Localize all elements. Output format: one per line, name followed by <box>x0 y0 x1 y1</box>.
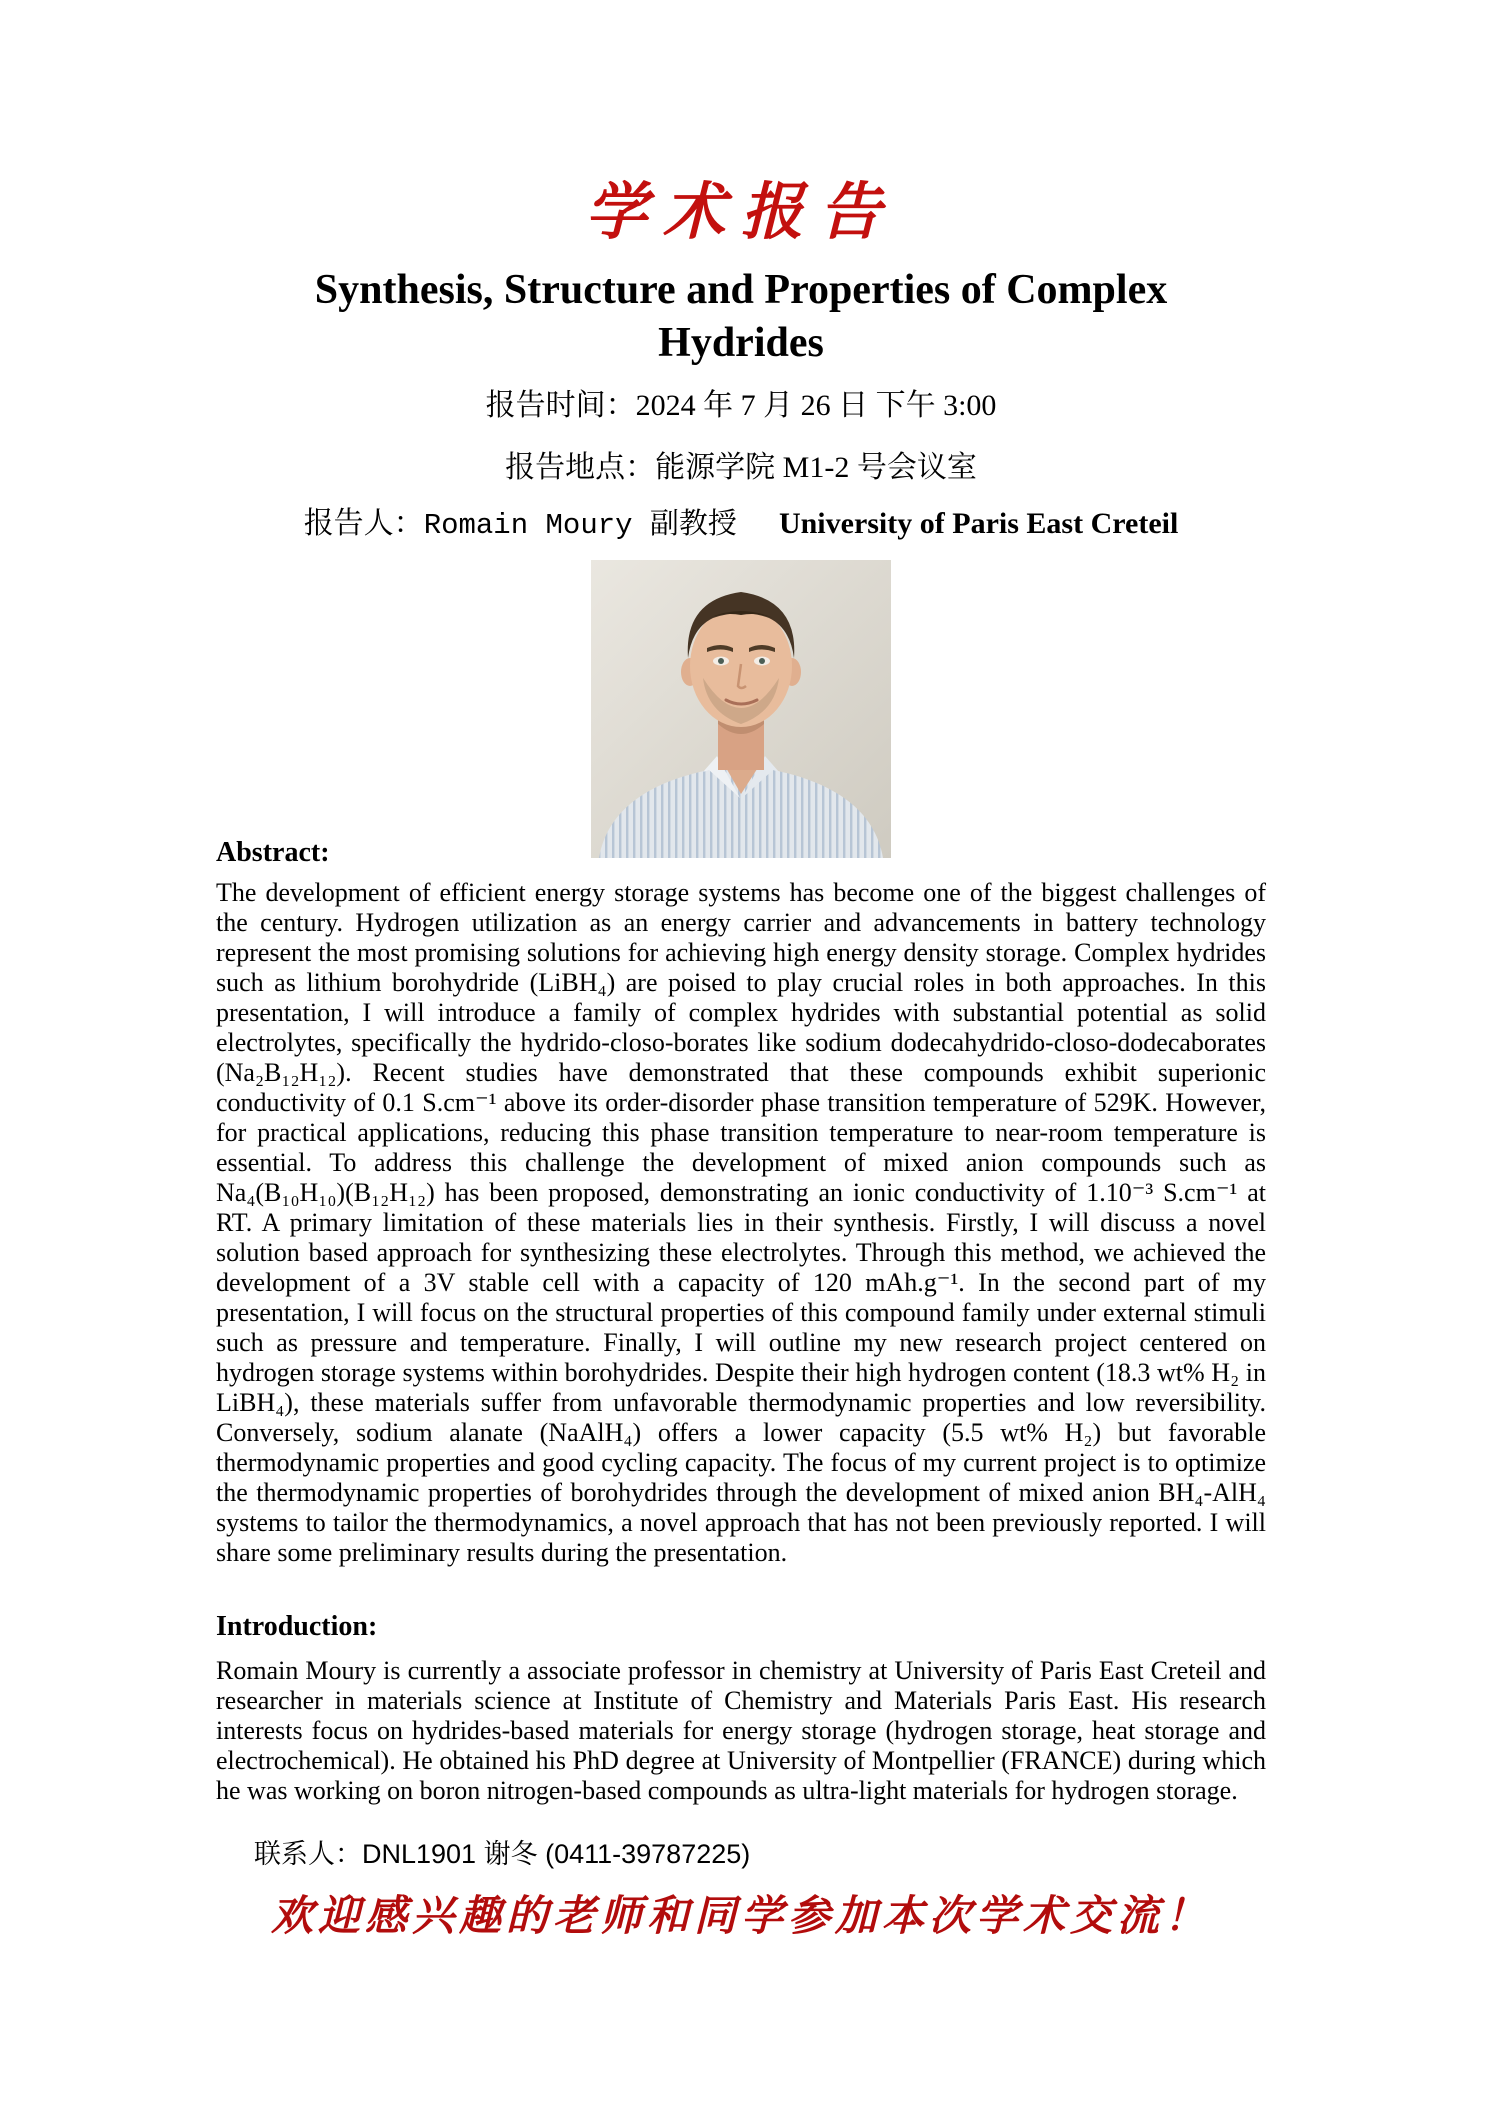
speaker-portrait-image <box>591 560 891 858</box>
talk-title-line-2: Hydrides <box>658 320 824 366</box>
speaker-photo <box>591 560 891 858</box>
speaker-affiliation: University of Paris East Creteil <box>778 507 1179 540</box>
abstract-heading: Abstract: <box>216 837 330 868</box>
photo-iris-left <box>718 658 724 664</box>
introduction-heading: Introduction: <box>216 1611 378 1642</box>
talk-speaker-line <box>216 506 1266 544</box>
introduction-body: Romain Moury is currently a associate professor in chemistry at University of Paris East Creteil and researcher in materials science at Institute of Chemistry and Materials Paris East. His research interests focus on hydrides-based materials for energy storage (hydrogen storage, heat storage and electrochemical). He obtained his PhD degree at University of Montpellier (FRANCE) during which he was working on boron nitrogen-based compounds as ultra-light materials for hydrogen storage. <box>216 1656 1266 1805</box>
talk-time-line: 报告时间：2024 年 7 月 26 日 下午 3:00 <box>485 389 997 422</box>
talk-location-line: 报告地点：能源学院 M1-2 号会议室 <box>505 451 977 484</box>
talk-title <box>216 264 1266 370</box>
abstract-body: The development of efficient energy storage systems has become one of the biggest challenges of the century. Hydrogen utilization as an energy carrier and advancements in battery technology represent the most promising solutions for achieving high energy density storage. Complex hydrides such as lithium borohydride (LiBH₄) are poised to play crucial roles in both approaches. In this presentation, I will introduce a family of complex hydrides with substantial potential as solid electrolytes, specifically the hydrido-closo-borates like sodium dodecahydrido-closo-dodecaborates (Na₂B₁₂H₁₂). Recent studies have demonstrated that these compounds exhibit superionic conductivity of 0.1 S.cm⁻¹ above its order-disorder phase transition temperature of 529K. However, for practical applications, reducing this phase transition temperature to near-room temperature is essential. To address this challenge the development of mixed anion compounds such as Na₄(B₁₀H₁₀)(B₁₂H₁₂) has been proposed, demonstrating an ionic conductivity of 1.10⁻³ S.cm⁻¹ at RT. A primary limitation of these materials lies in their synthesis. Firstly, I will discuss a novel solution based approach for synthesizing these electrolytes. Through this method, we achieved the development of a 3V stable cell with a capacity of 120 mAh.g⁻¹. In the second part of my presentation, I will focus on the structural properties of this compound family under external stimuli such as pressure and temperature. Finally, I will outline my new research project centered on hydrogen storage systems within borohydrides. Despite their high hydrogen content (18.3 wt% H₂ in LiBH₄), these materials suffer from unfavorable thermodynamic properties and low reversibility. Conversely, sodium alanate (NaAlH₄) offers a lower capacity (5.5 wt% H₂) but favorable thermodynamic properties and good cycling capacity. The focus of my current project is to optimize the thermodynamic properties of borohydrides through the development of mixed anion BH₄-AlH₄ systems to tailor the thermodynamics, a novel approach that has not been previously reported. I will share some preliminary results during the presentation. <box>216 878 1266 1567</box>
poster-content-column <box>0 176 1500 1942</box>
speaker-label: 报告人： <box>303 507 424 540</box>
contact-line: 联系人：DNL1901 谢冬 (0411-39787225) <box>254 1839 751 1869</box>
closing-line: 欢迎感兴趣的老师和同学参加本次学术交流！ <box>270 1894 1211 1940</box>
speaker-name: Romain Moury 副教授 <box>423 509 737 542</box>
photo-iris-right <box>759 658 765 664</box>
talk-title-line-1: Synthesis, Structure and Properties of Complex <box>314 267 1168 313</box>
banner-title: 学术报告 <box>584 179 897 247</box>
